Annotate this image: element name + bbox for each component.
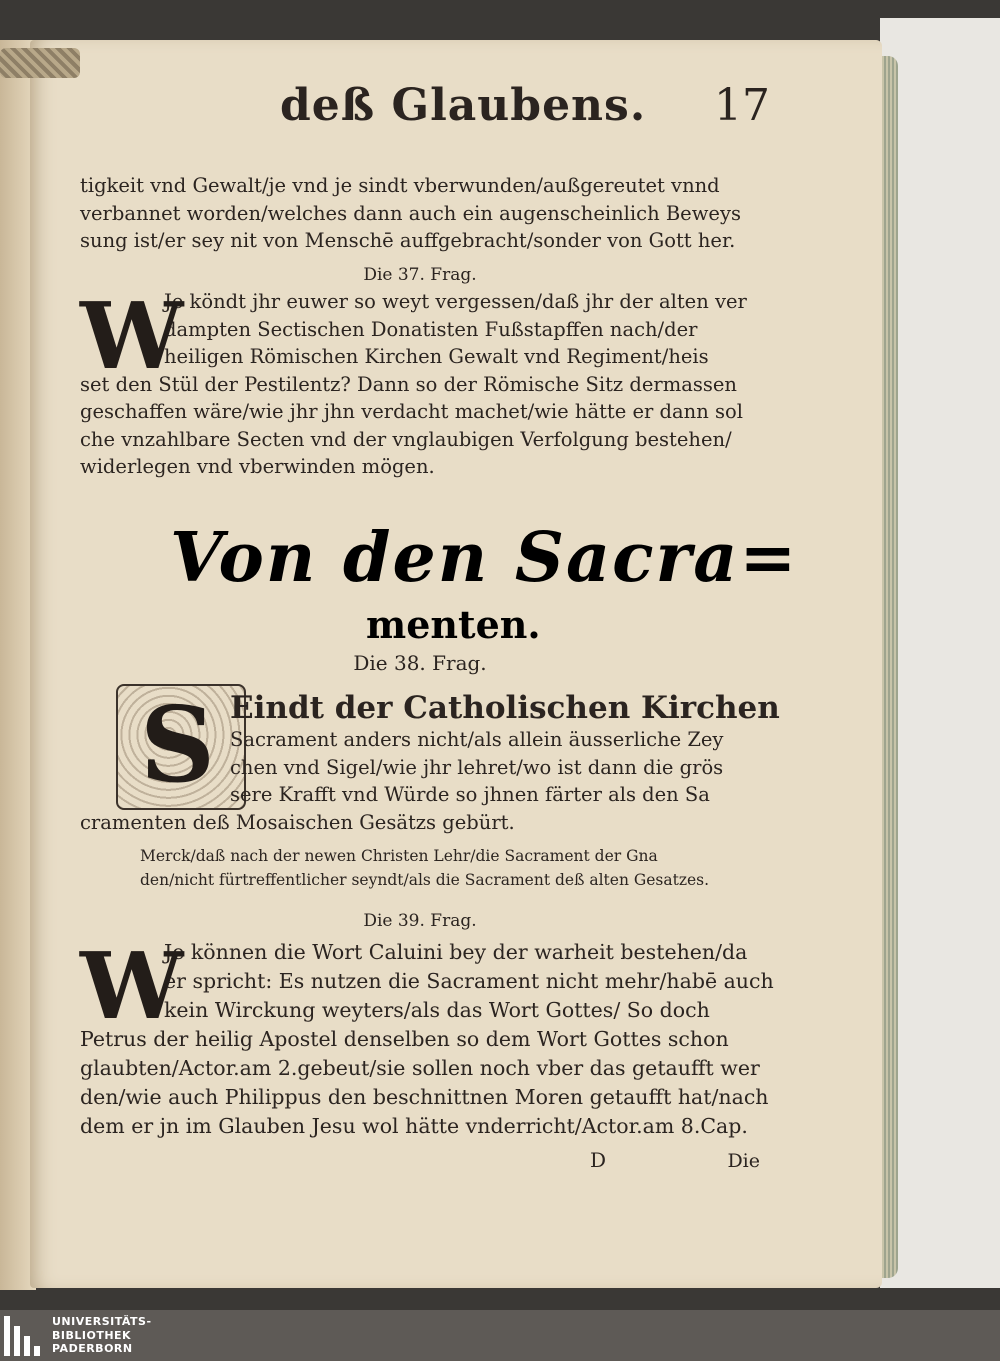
text-line: Sacrament anders nicht/als allein äusserliche Zey — [230, 728, 724, 751]
text-line: sung ist/er sey nit von Menschē auffgebracht/sonder von Gott her. — [80, 229, 736, 252]
library-logo-bar — [0, 1310, 1000, 1361]
text-line: kein Wirckung weyters/als das Wort Gottes/ So doch — [164, 998, 710, 1022]
section-title-continued: menten. — [366, 602, 541, 647]
question-caption: Die 39. Frag. — [363, 911, 477, 931]
text-line: che vnzahlbare Secten vnd der vnglaubigen Verfolgung bestehen/ — [80, 427, 732, 451]
text-line: widerlegen vnd vberwinden mögen. — [80, 455, 435, 478]
text-line: cramenten deß Mosaischen Gesätzs gebürt. — [80, 810, 515, 834]
signature-mark: D — [590, 1148, 607, 1172]
text-line: sere Krafft vnd Würde so jhnen färter als den Sa — [230, 783, 710, 806]
paragraph-continuation — [80, 172, 760, 255]
catchword: Die — [727, 1150, 760, 1172]
running-title: deß Glaubens. — [280, 80, 647, 131]
page-header — [80, 80, 770, 150]
text-line: heiligen Römischen Kirchen Gewalt vnd Regiment/heis — [164, 345, 709, 368]
question-39 — [80, 908, 774, 1141]
question-38 — [80, 650, 760, 676]
section-title: Von den Sacra= — [170, 518, 799, 598]
question-37 — [80, 262, 760, 481]
backboard — [880, 18, 1000, 1288]
note-line: den/nicht fürtreffentlicher seyndt/als die Sacrament deß alten Gesatzes. — [140, 871, 710, 889]
text-line: verbannet worden/welches dann auch ein augenscheinlich Beweys — [80, 201, 741, 225]
question-caption: Die 37. Frag. — [363, 265, 477, 285]
logo-line: UNIVERSITÄTS- — [52, 1315, 152, 1328]
library-logo-text — [52, 1315, 152, 1356]
text-line: dampten Sectischen Donatisten Fußstapffen nach/der — [164, 317, 698, 341]
note-line: Merck/daß nach der newen Christen Lehr/die Sacrament der Gna — [140, 847, 658, 865]
text-line-large: Eindt der Catholischen Kirchen — [230, 690, 780, 726]
text-line: dem er jn im Glauben Jesu wol hätte vnderricht/Actor.am 8.Cap. — [80, 1114, 748, 1138]
text-line: Petrus der heilig Apostel denselben so dem Wort Gottes schon — [80, 1027, 729, 1051]
text-line: set den Stül der Pestilentz? Dann so der Römische Sitz dermassen — [80, 372, 737, 396]
text-line: Je können die Wort Caluini bey der warheit bestehen/da — [164, 940, 748, 964]
logo-line: PADERBORN — [52, 1342, 133, 1355]
text-line: tigkeit vnd Gewalt/je vnd je sindt vberwunden/außgereutet vnnd — [80, 174, 720, 197]
binding-cord — [0, 48, 80, 78]
question-caption: Die 38. Frag. — [353, 651, 487, 675]
question-38-body — [80, 690, 780, 892]
text-line: geschaffen wäre/wie jhr jhn verdacht machet/wie hätte er dann sol — [80, 400, 743, 423]
drop-cap: W — [80, 282, 184, 390]
ornate-initial-letter: S — [140, 683, 216, 806]
logo-line: BIBLIOTHEK — [52, 1328, 132, 1342]
text-line: chen vnd Sigel/wie jhr lehret/wo ist dann die grös — [230, 755, 724, 779]
text-line: er spricht: Es nutzen die Sacrament nicht mehr/habē auch — [164, 969, 774, 993]
page-footer — [80, 1148, 760, 1178]
drop-cap: W — [80, 932, 184, 1040]
text-line: glaubten/Actor.am 2.gebeut/sie sollen noch vber das getaufft wer — [80, 1056, 760, 1080]
text-line: Je köndt jhr euwer so weyt vergessen/daß jhr der alten ver — [164, 290, 747, 313]
text-line: den/wie auch Philippus den beschnittnen Moren getaufft hat/nach — [80, 1085, 769, 1109]
library-logo-icon — [4, 1316, 44, 1356]
margin-note — [80, 844, 760, 892]
page-number: 17 — [714, 80, 770, 131]
